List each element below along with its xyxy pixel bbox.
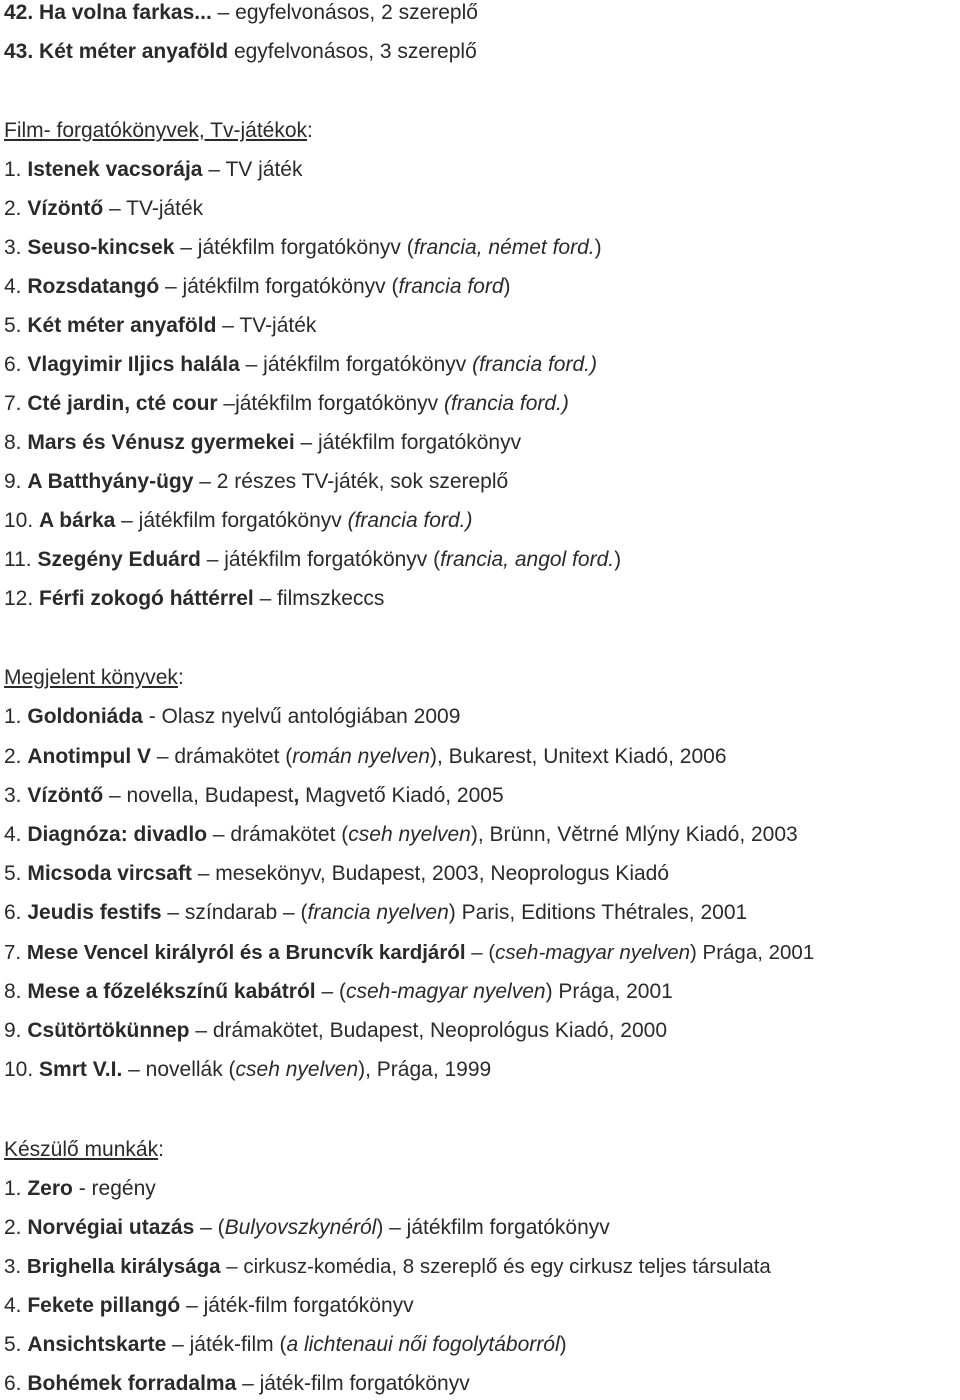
list-item-film-11 [4, 547, 621, 575]
section-heading-wip [4, 1137, 164, 1165]
item-text: - Olasz nyelvű antológiában 2009 [142, 705, 461, 728]
item-title: Két méter anyaföld [27, 314, 217, 337]
item-text: ) [559, 1333, 567, 1356]
item-text: ) [503, 275, 511, 298]
item-text: ) Prága, 2001 [545, 980, 673, 1003]
heading-colon: : [158, 1138, 164, 1161]
item-italic: cseh-magyar nyelven [495, 941, 690, 964]
item-italic: cseh nyelven [348, 823, 471, 846]
item-text: – 2 részes TV-játék, sok szereplő [193, 470, 509, 493]
item-title: Istenek vacsorája [27, 158, 203, 181]
item-number: 3. [4, 236, 22, 259]
item-title: Ha volna farkas... [39, 1, 212, 24]
item-text: – novellák ( [122, 1058, 236, 1081]
item-title: Vízöntő [27, 784, 104, 807]
item-text: –játékfilm forgatókönyv [217, 392, 445, 415]
item-title: Norvégiai utazás [27, 1216, 195, 1239]
item-text: – játékfilm forgatókönyv [239, 353, 473, 376]
item-title: Rozsdatangó [27, 275, 160, 298]
list-item-film-12 [4, 586, 384, 614]
list-item-book-3 [4, 783, 504, 811]
item-text: – TV-játék [103, 197, 204, 220]
item-text: – drámakötet ( [207, 823, 349, 846]
list-item-film-5 [4, 313, 316, 341]
list-item-film-10 [4, 508, 472, 536]
item-number: 9. [4, 470, 22, 493]
item-text: – játékfilm forgatókönyv ( [200, 548, 441, 571]
item-number: 4. [4, 823, 22, 846]
item-number: 12. [4, 587, 34, 610]
item-text: – TV játék [202, 158, 303, 181]
item-title: Férfi zokogó háttérrel [39, 587, 254, 610]
item-number: 3. [4, 1255, 22, 1278]
item-italic: román nyelven [292, 745, 430, 768]
item-title: Smrt V.I. [39, 1058, 123, 1081]
item-title: Anotimpul V [27, 745, 152, 768]
item-text: – játékfilm forgatókönyv ( [174, 236, 414, 259]
item-italic: francia ford [398, 275, 504, 298]
item-text: – játékfilm forgatókönyv [294, 431, 522, 454]
item-text: – játék-film ( [166, 1333, 287, 1356]
item-number: 1. [4, 1177, 22, 1200]
item-text: – játékfilm forgatókönyv ( [159, 275, 399, 298]
item-text: – ( [315, 980, 346, 1003]
item-text: ) [614, 548, 622, 571]
item-title: Mese Vencel királyról és a Bruncvík kardjáról [26, 941, 466, 964]
item-number: 1. [4, 158, 22, 181]
item-text: ) Prága, 2001 [690, 941, 815, 964]
list-item-book-5 [4, 861, 669, 889]
item-title: Ansichtskarte [27, 1333, 167, 1356]
list-item-wip-6 [4, 1371, 470, 1399]
item-italic: francia, angol ford. [440, 548, 615, 571]
item-number: 2. [4, 1216, 22, 1239]
item-title: Szegény Eduárd [37, 548, 201, 571]
item-number: 1. [4, 705, 22, 728]
item-italic: francia, német ford. [413, 236, 595, 259]
list-item-wip-2 [4, 1215, 610, 1243]
item-number: 7. [4, 941, 22, 964]
item-text: Magvető Kiadó, 2005 [299, 784, 504, 807]
item-text: – színdarab – ( [161, 901, 308, 924]
item-title: Vízöntő [27, 197, 104, 220]
item-number: 10. [4, 509, 34, 532]
item-text: – novella, Budapest [103, 784, 294, 807]
list-item-book-7 [4, 940, 814, 968]
item-text: – filmszkeccs [253, 587, 385, 610]
item-number: 5. [4, 1333, 22, 1356]
heading-colon: : [177, 666, 184, 689]
item-number: 8. [4, 980, 22, 1003]
heading-text: Megjelent könyvek [4, 666, 178, 689]
item-number: 10. [4, 1058, 34, 1081]
item-text: – játék-film forgatókönyv [180, 1294, 414, 1317]
item-number: 5. [4, 314, 22, 337]
item-number: 6. [4, 901, 22, 924]
list-item-film-8 [4, 430, 521, 458]
item-text: ), Prága, 1999 [358, 1058, 492, 1081]
item-italic: (francia ford.) [472, 353, 597, 376]
list-item-book-8 [4, 979, 673, 1007]
list-item-theatre-43 [4, 39, 477, 67]
item-text: – ( [194, 1216, 225, 1239]
list-item-book-1 [4, 704, 460, 732]
item-title: Diagnóza: divadlo [27, 823, 208, 846]
item-title: Micsoda vircsaft [27, 862, 192, 885]
section-heading-film [4, 118, 313, 146]
item-italic: (francia ford.) [444, 392, 569, 415]
item-title: Két méter anyaföld [39, 40, 229, 63]
list-item-theatre-42 [4, 0, 478, 28]
list-item-book-10 [4, 1057, 491, 1085]
item-title: Seuso-kincsek [27, 236, 175, 259]
item-number: 4. [4, 1294, 22, 1317]
list-item-book-6 [4, 900, 747, 928]
item-title: Fekete pillangó [27, 1294, 181, 1317]
item-title: Vlagyimir Iljics halála [27, 353, 240, 376]
item-text: ), Bukarest, Unitext Kiadó, 2006 [430, 745, 727, 768]
item-text: ) – játékfilm forgatókönyv [376, 1216, 610, 1239]
item-number: 11. [4, 548, 32, 571]
heading-text: Film- forgatókönyvek, Tv-játékok [4, 119, 308, 142]
list-item-film-3 [4, 235, 602, 263]
item-number: 6. [4, 1372, 22, 1395]
item-text: – mesekönyv, Budapest, 2003, Neoprologus Kiadó [191, 862, 670, 885]
item-number: 6. [4, 353, 22, 376]
item-title: Jeudis festifs [27, 901, 162, 924]
list-item-film-1 [4, 157, 302, 185]
item-number: 8. [4, 431, 22, 454]
item-italic: Bulyovszkynéról [224, 1216, 377, 1239]
list-item-book-2 [4, 744, 727, 772]
item-text: – játék-film forgatókönyv [236, 1372, 470, 1395]
item-italic: cseh-magyar nyelven [345, 980, 546, 1003]
item-number: 4. [4, 275, 22, 298]
list-item-film-4 [4, 274, 511, 302]
list-item-wip-1 [4, 1176, 156, 1204]
item-number: 7. [4, 392, 22, 415]
list-item-film-9 [4, 469, 508, 497]
list-item-wip-4 [4, 1293, 414, 1321]
list-item-book-4 [4, 822, 798, 850]
item-italic: cseh nyelven [235, 1058, 359, 1081]
item-title: Brighella királysága [26, 1255, 221, 1278]
item-text: – ( [465, 941, 496, 964]
list-item-film-2 [4, 196, 203, 224]
item-title: Zero [27, 1177, 73, 1200]
item-text: ) [594, 236, 602, 259]
list-item-film-6 [4, 352, 597, 380]
item-text: – egyfelvonásos, 2 szereplő [211, 1, 478, 24]
item-text: – drámakötet ( [151, 745, 293, 768]
item-text: - regény [72, 1177, 156, 1200]
item-italic: francia nyelven [307, 901, 449, 924]
item-text: ) Paris, Editions Thétrales, 2001 [448, 901, 748, 924]
item-text: – játékfilm forgatókönyv [115, 509, 348, 532]
item-number: 3. [4, 784, 22, 807]
list-item-book-9 [4, 1018, 667, 1046]
list-item-film-7 [4, 391, 569, 419]
heading-colon: : [307, 119, 313, 142]
item-italic: (francia ford.) [347, 509, 473, 532]
heading-text: Készülő munkák [4, 1138, 159, 1161]
item-title: Csütörtökünnep [27, 1019, 190, 1042]
item-title: A Batthyány-ügy [27, 470, 194, 493]
item-text: – drámakötet, Budapest, Neoprológus Kiadó, 2000 [189, 1019, 667, 1042]
item-title: Cté jardin, cté cour [27, 392, 218, 415]
item-number: 9. [4, 1019, 22, 1042]
item-title: Mars és Vénusz gyermekei [27, 431, 295, 454]
item-title: A bárka [39, 509, 116, 532]
list-item-wip-5 [4, 1332, 567, 1360]
item-bold-comma: , [293, 784, 300, 807]
item-number: 2. [4, 745, 22, 768]
item-title: Bohémek forradalma [27, 1372, 237, 1395]
item-text: – cirkusz-komédia, 8 szereplő és egy cirkusz teljes társulata [220, 1255, 771, 1278]
item-text: egyfelvonásos, 3 szereplő [228, 40, 477, 63]
item-title: Mese a főzelékszínű kabátról [27, 980, 316, 1003]
item-number: 43. [4, 40, 34, 63]
item-number: 5. [4, 862, 22, 885]
item-number: 42. [4, 1, 34, 24]
item-text: ), Brünn, Větrné Mlýny Kiadó, 2003 [470, 823, 798, 846]
item-title: Goldoniáda [27, 705, 143, 728]
item-number: 2. [4, 197, 22, 220]
section-heading-books [4, 665, 184, 693]
item-italic: a lichtenaui női fogolytáborról [286, 1333, 560, 1356]
item-text: – TV-játék [216, 314, 317, 337]
list-item-wip-3 [4, 1254, 771, 1282]
